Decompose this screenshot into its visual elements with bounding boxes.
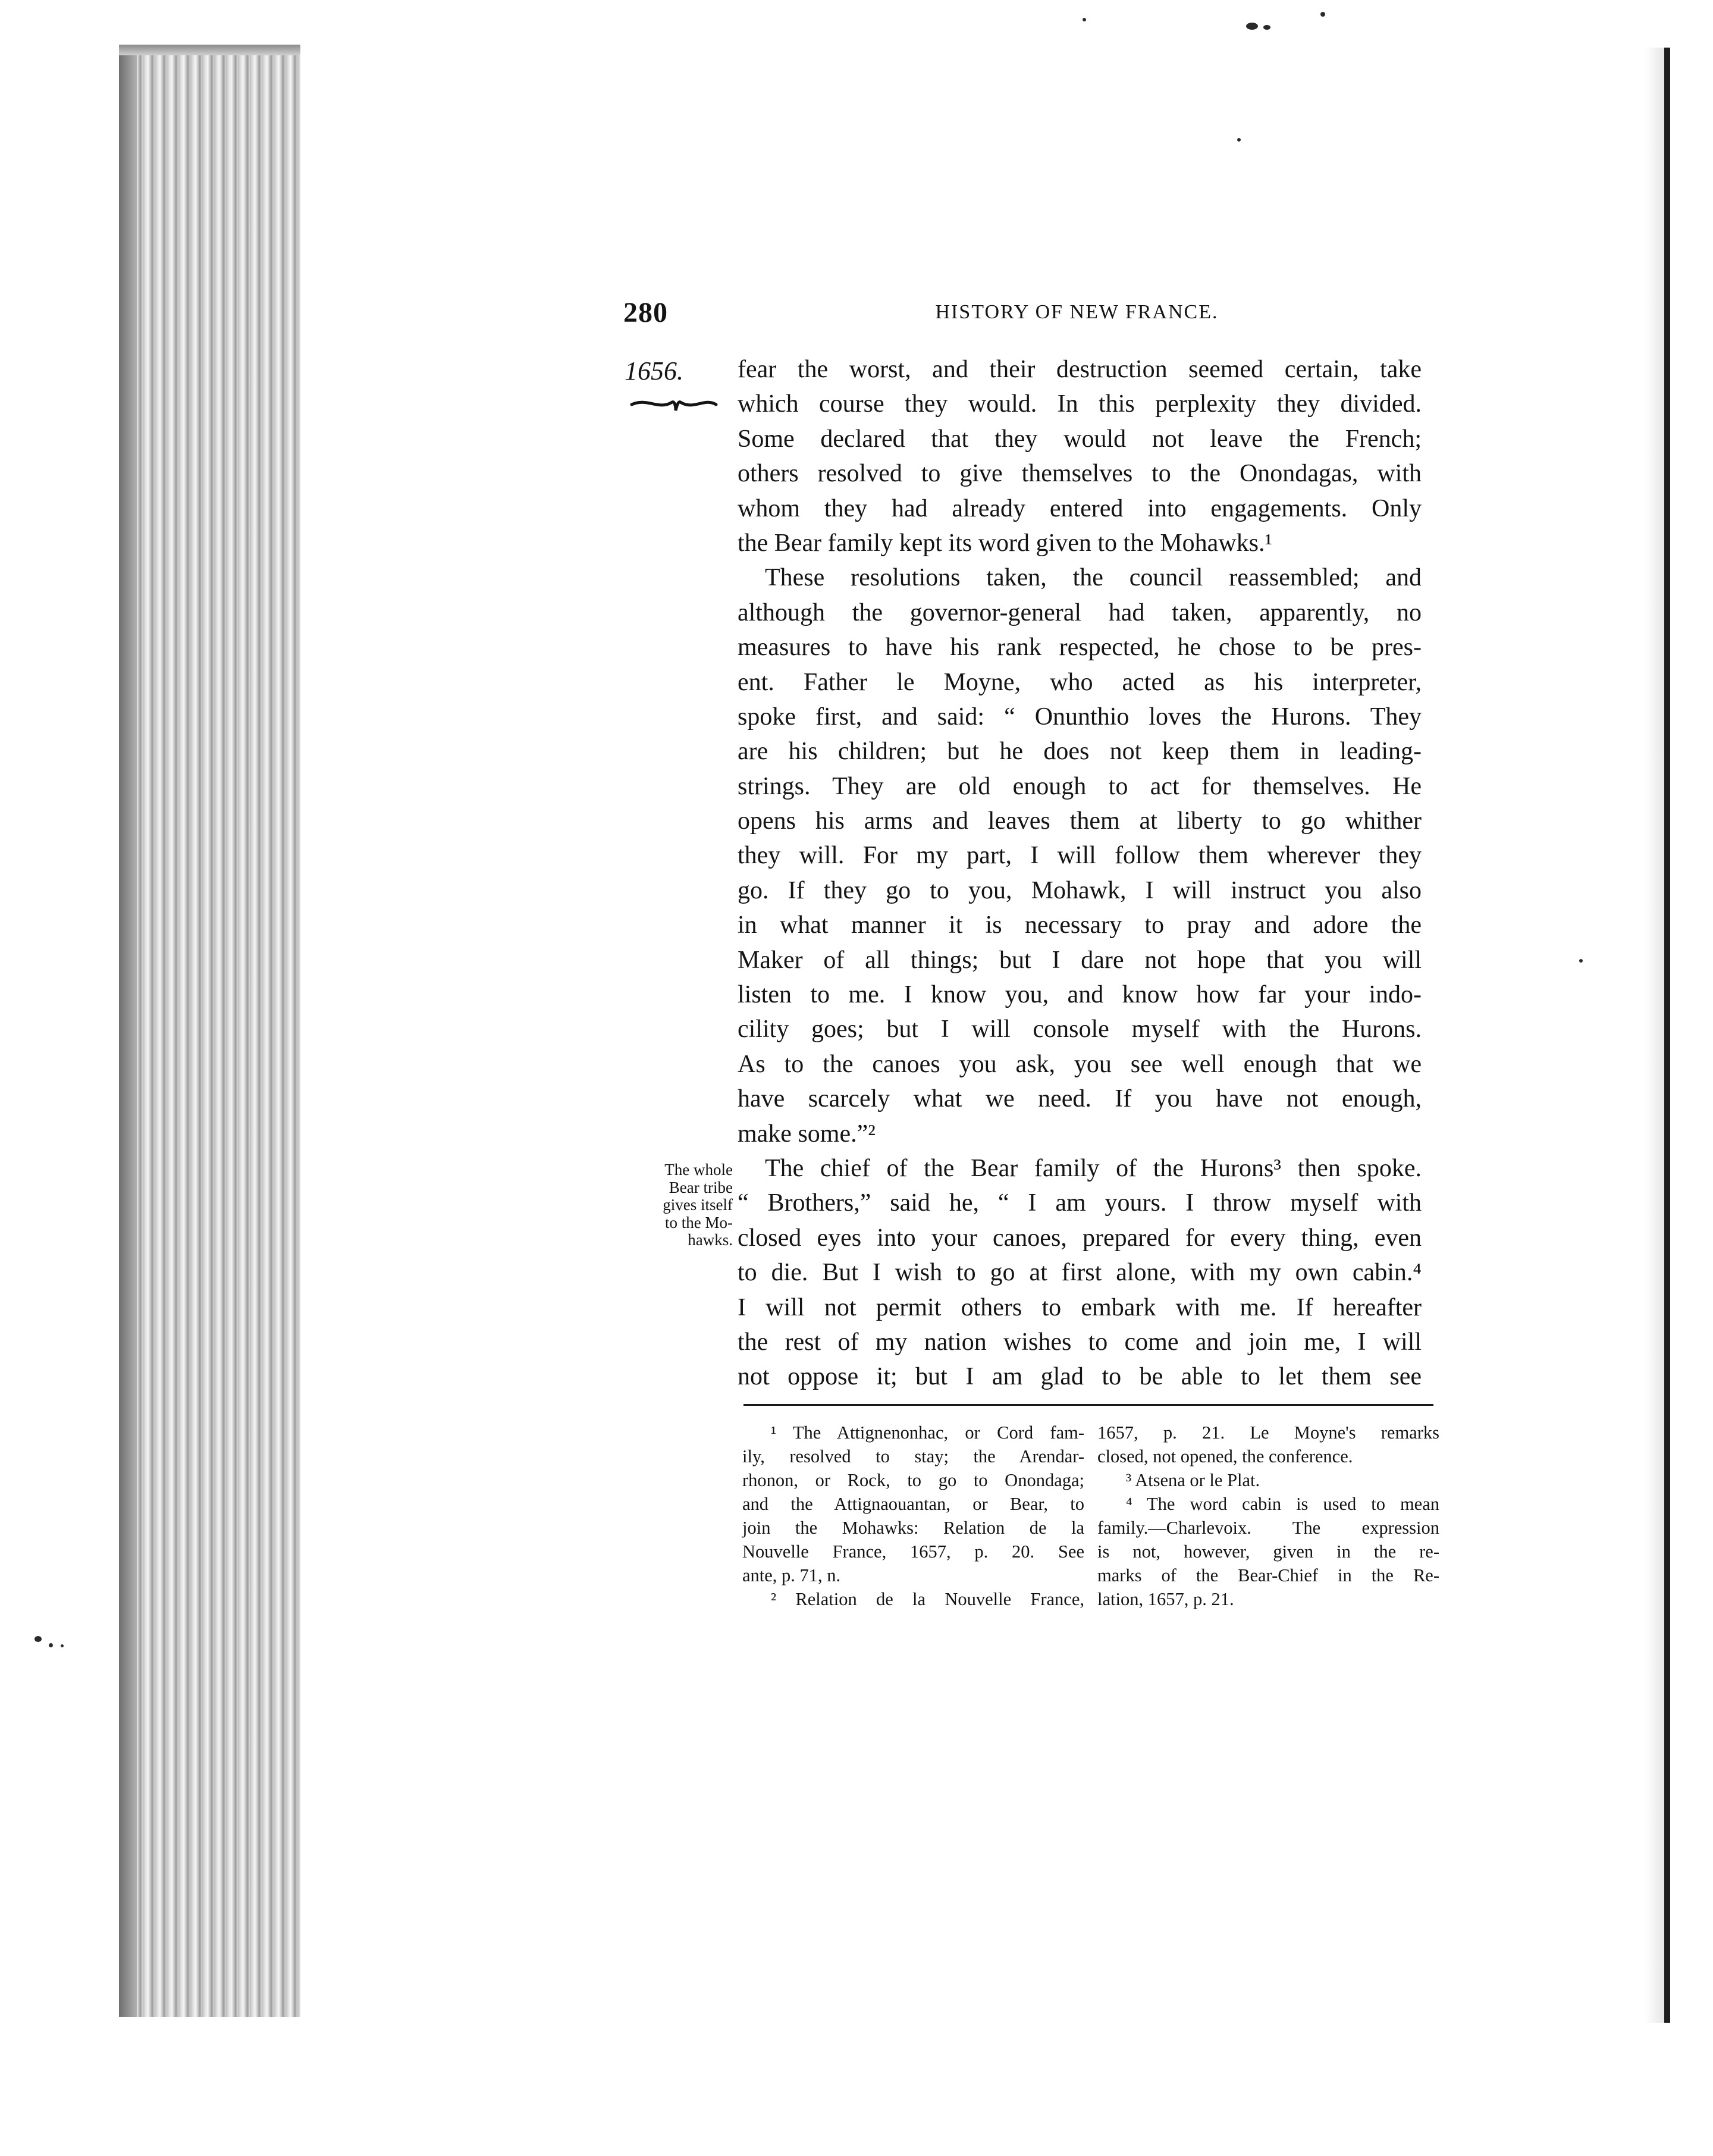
body-line: “ Brothers,” said he, “ I am yours. I throw myself with xyxy=(738,1189,1422,1217)
body-line: whom they had already entered into engagements. Only xyxy=(738,494,1422,522)
body-text xyxy=(738,352,1422,1394)
book-edge-top xyxy=(119,45,300,55)
body-line: make some.”² xyxy=(738,1120,876,1148)
scan-speck xyxy=(1320,12,1325,17)
body-line: ent. Father le Moyne, who acted as his interpreter, xyxy=(738,668,1422,696)
footnote-line: family.—Charlevoix. The expression xyxy=(1097,1518,1439,1538)
body-line: which course they would. In this perplexity they divided. xyxy=(738,390,1422,418)
footnote-line: lation, 1657, p. 21. xyxy=(1097,1589,1234,1609)
right-gutter-shadow xyxy=(1645,48,1664,2023)
scan-speck xyxy=(1246,23,1258,30)
scan-speck xyxy=(1237,138,1241,142)
footnote-line: ¹ The Attignenonhac, or Cord fam- xyxy=(771,1422,1084,1443)
footnote-line: ily, resolved to stay; the Arendar- xyxy=(742,1446,1084,1466)
scan-speck xyxy=(1579,959,1583,963)
footnote-line: ² Relation de la Nouvelle France, xyxy=(771,1589,1084,1609)
footnotes-left-column xyxy=(742,1421,1084,1611)
body-line: the rest of my nation wishes to come and join me, I will xyxy=(738,1328,1422,1356)
footnote-line: marks of the Bear-Chief in the Re- xyxy=(1097,1565,1439,1585)
footnote-line: join the Mohawks: Relation de la xyxy=(742,1518,1084,1538)
page-number: 280 xyxy=(623,297,668,328)
body-line: go. If they go to you, Mohawk, I will instruct you also xyxy=(738,876,1422,904)
body-line: strings. They are old enough to act for themselves. He xyxy=(738,772,1422,800)
body-line: I will not permit others to embark with me. If hereafter xyxy=(738,1293,1422,1321)
scan-speck xyxy=(61,1644,64,1647)
footnote-line: closed, not opened, the conference. xyxy=(1097,1446,1353,1466)
body-line: As to the canoes you ask, you see well enough that we xyxy=(738,1050,1422,1078)
sidenote-line: hawks. xyxy=(688,1231,733,1249)
brace-ornament-icon xyxy=(629,393,719,414)
footnote-line: 1657, p. 21. Le Moyne's remarks xyxy=(1097,1422,1439,1443)
body-line: Maker of all things; but I dare not hope that you will xyxy=(738,946,1422,974)
margin-year: 1656. xyxy=(625,356,683,386)
scan-speck xyxy=(34,1636,42,1642)
sidenote-line: gives itself xyxy=(663,1196,733,1214)
margin-sidenote xyxy=(632,1161,733,1249)
body-line: listen to me. I know you, and know how far your indo- xyxy=(738,981,1422,1009)
body-line: although the governor-general had taken, apparently, no xyxy=(738,598,1422,626)
footnote-line: and the Attignaouantan, or Bear, to xyxy=(742,1494,1084,1514)
book-page-edges xyxy=(119,45,300,2017)
body-line: opens his arms and leaves them at liberty to go whither xyxy=(738,807,1422,835)
footnote-line: rhonon, or Rock, to go to Onondaga; xyxy=(742,1470,1084,1490)
body-line: cility goes; but I will console myself with the Hurons. xyxy=(738,1016,1422,1043)
scan-speck xyxy=(1263,25,1270,30)
scan-speck xyxy=(1083,18,1086,21)
footnote-line: ante, p. 71, n. xyxy=(742,1565,841,1585)
body-line: not oppose it; but I am glad to be able to let them see xyxy=(738,1363,1422,1391)
right-page-edge xyxy=(1670,48,1713,2023)
footnote-line: is not, however, given in the re- xyxy=(1097,1541,1439,1562)
sidenote-line: Bear tribe xyxy=(669,1178,733,1196)
body-line: are his children; but he does not keep them in leading- xyxy=(738,738,1422,766)
body-line: fear the worst, and their destruction seemed certain, take xyxy=(738,356,1422,383)
body-line: they will. For my part, I will follow them wherever they xyxy=(738,842,1422,870)
running-title: HISTORY OF NEW FRANCE. xyxy=(935,301,1219,323)
right-gutter-line xyxy=(1664,48,1670,2023)
footnote-line: ⁴ The word cabin is used to mean xyxy=(1126,1494,1439,1514)
body-line: the Bear family kept its word given to the Mohawks.¹ xyxy=(738,529,1273,557)
body-line: in what manner it is necessary to pray and adore the xyxy=(738,911,1422,939)
sidenote-line: to the Mo- xyxy=(665,1213,733,1231)
body-line: others resolved to give themselves to the Onondagas, with xyxy=(738,460,1422,488)
footnote-rule xyxy=(743,1404,1433,1406)
body-line: These resolutions taken, the council reassembled; and xyxy=(765,564,1422,592)
footnote-line: ³ Atsena or le Plat. xyxy=(1126,1470,1260,1490)
body-line: closed eyes into your canoes, prepared for every thing, even xyxy=(738,1224,1422,1252)
body-line: have scarcely what we need. If you have not enough, xyxy=(738,1085,1422,1113)
body-line: spoke first, and said: “ Onunthio loves the Hurons. They xyxy=(738,703,1422,731)
book-edge-shadow xyxy=(119,45,137,2017)
footnote-line: Nouvelle France, 1657, p. 20. See xyxy=(742,1541,1084,1562)
body-line: Some declared that they would not leave the French; xyxy=(738,425,1422,453)
running-head xyxy=(623,296,1441,332)
footnotes-right-column xyxy=(1097,1421,1439,1611)
body-line: measures to have his rank respected, he chose to be pres- xyxy=(738,634,1422,662)
body-line: to die. But I wish to go at first alone, with my own cabin.⁴ xyxy=(738,1259,1422,1287)
scan-speck xyxy=(49,1643,53,1647)
body-line: The chief of the Bear family of the Hurons³ then spoke. xyxy=(765,1154,1422,1182)
sidenote-line: The whole xyxy=(664,1161,733,1179)
